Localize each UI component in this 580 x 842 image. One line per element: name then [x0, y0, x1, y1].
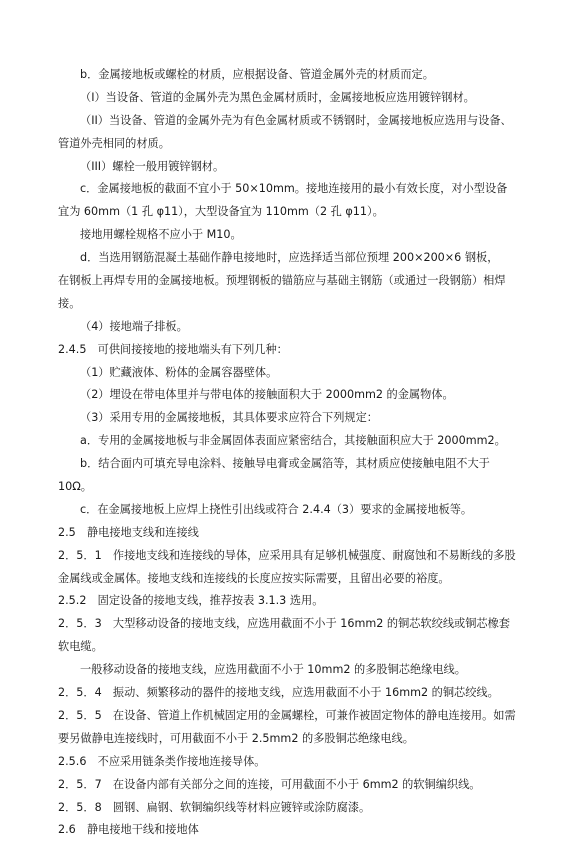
text-line: （III）螺栓一般用镀锌钢材。	[80, 159, 225, 173]
text-line: 2.5.6 不应采用链条类作接地连接导体。	[58, 754, 266, 768]
text-line: 接地用螺栓规格不应小于 M10。	[80, 228, 242, 242]
text-line: 2．5．1 作接地支线和连接线的导体，应采用具有足够机械强度、耐腐蚀和不易断线的多股	[58, 548, 516, 562]
text-line: 2.6 静电接地干线和接地体	[58, 823, 199, 837]
text-line: （I）当设备、管道的金属外壳为黑色金属材质时，金属接地板应选用镀锌钢材。	[80, 90, 475, 104]
text-line: 在钢板上再焊专用的金属接地板。预埋钢板的锚筋应与基础主钢筋（或通过一段钢筋）相焊	[58, 274, 506, 288]
text-line: 金属线或金属体。接地支线和连接线的长度应按实际需要，且留出必要的裕度。	[58, 571, 450, 585]
text-line: b．结合面内可填充导电涂料、接触导电膏或金属箔等，其材质应使接触电阻不大于	[80, 457, 490, 471]
text-line: 一般移动设备的接地支线，应选用截面不小于 10mm2 的多股铜芯绝缘电线。	[80, 663, 466, 677]
text-line: c．金属接地板的截面不宜小于 50×10mm。接地连接用的最小有效长度，对小型设备	[80, 182, 508, 196]
text-line: a．专用的金属接地板与非金属固体表面应紧密结合，其接触面积应大于 2000mm2。	[80, 434, 506, 448]
text-line: d．当选用钢筋混凝土基础作静电接地时，应选择适当部位预埋 200×200×6 钢板，	[80, 251, 499, 265]
text-line: 2．5．3 大型移动设备的接地支线，应选用截面不小于 16mm2 的铜芯软绞线或铜芯橡套	[58, 617, 510, 631]
text-line: （1）贮藏液体、粉体的金属容器壁体。	[80, 365, 278, 379]
text-line: （II）当设备、管道的金属外壳为有色金属材质或不锈钢时，金属接地板应选用与设备、	[80, 113, 512, 127]
text-line: 接。	[58, 296, 81, 310]
text-line: 2．5．8 圆钢、扁钢、软铜编织线等材料应镀锌或涂防腐漆。	[58, 800, 371, 814]
text-line: 管道外壳相同的材质。	[58, 136, 170, 150]
text-line: 软电缆。	[58, 640, 103, 654]
text-line: 2.4.5 可供间接接地的接地端头有下列几种：	[58, 342, 288, 356]
text-line: （4）接地端子排板。	[80, 319, 188, 333]
text-line: b．金属接地板或螺栓的材质，应根据设备、管道金属外壳的材质而定。	[80, 68, 434, 81]
text-line: 2．5．4 振动、频繁移动的器件的接地支线，应选用截面不小于 16mm2 的铜芯绞线。	[58, 686, 499, 700]
text-line: 10Ω。	[58, 480, 92, 494]
text-line: （3）采用专用的金属接地板，其具体要求应符合下列规定：	[80, 411, 378, 425]
text-line: （2）埋设在带电体里并与带电体的接触面积大于 2000mm2 的金属物体。	[80, 388, 454, 402]
text-line: c．在金属接地板上应焊上挠性引出线或符合 2.4.4（3）要求的金属接地板等。	[80, 502, 473, 516]
text-line: 2．5．7 在设备内部有关部分之间的连接，可用截面不小于 6mm2 的软铜编织线。	[58, 777, 481, 791]
text-line: 2.5.2 固定设备的接地支线，推荐按表 3.1.3 选用。	[58, 594, 324, 608]
text-line: 2.5 静电接地支线和连接线	[58, 525, 199, 539]
text-line: 2．5．5 在设备、管道上作机械固定用的金属螺栓，可兼作被固定物体的静电连接用。如需	[58, 708, 516, 722]
text-line: 宜为 60mm（1 孔 φ11），大型设备宜为 110mm（2 孔 φ11）。	[58, 205, 384, 219]
text-line: 要另做静电连接线时，可用截面不小于 2.5mm2 的多股铜芯绝缘电线。	[58, 731, 414, 745]
